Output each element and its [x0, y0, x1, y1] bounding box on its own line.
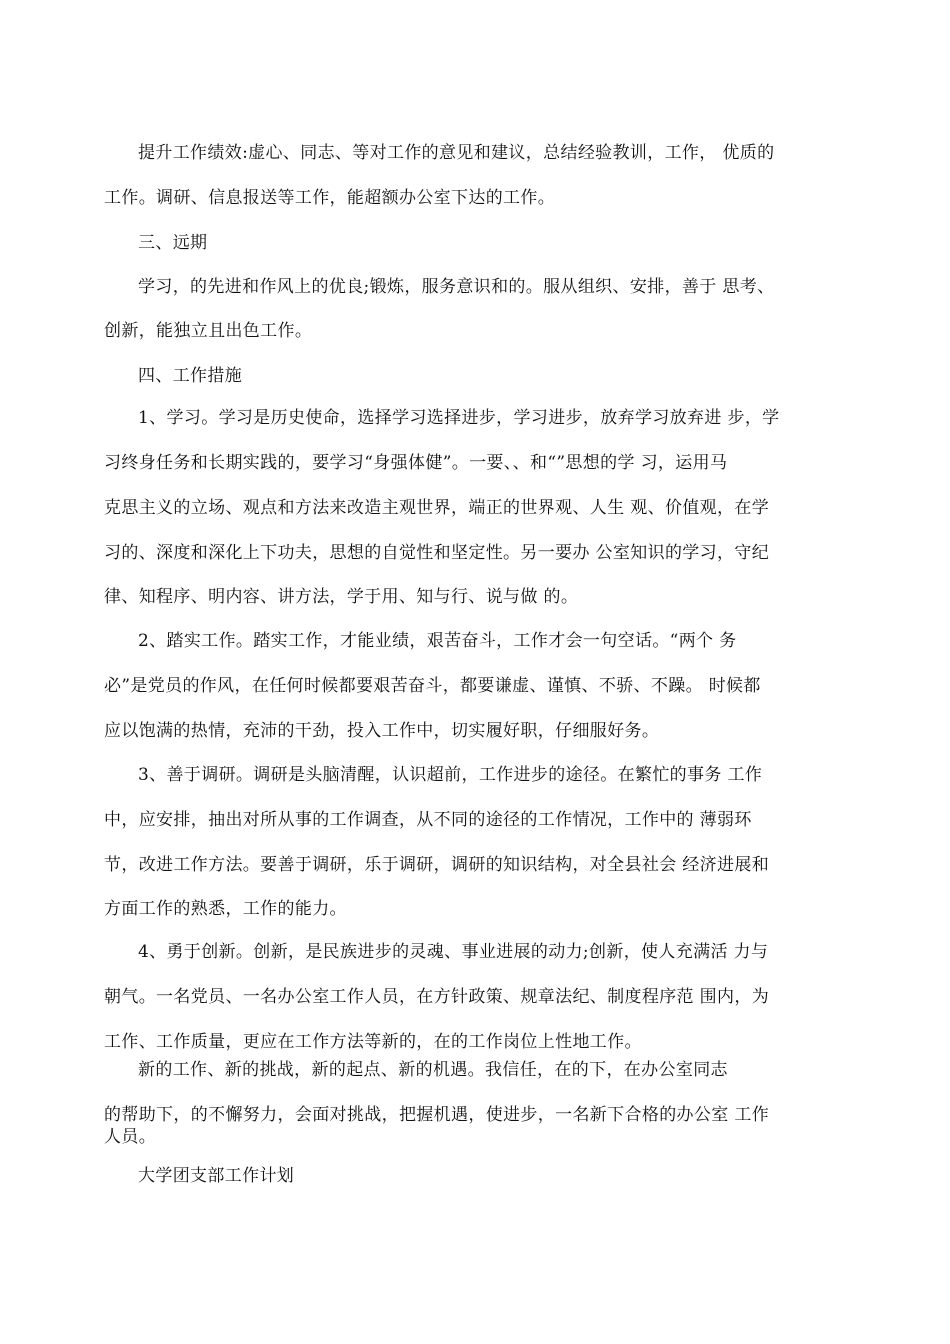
text-line: 朝气。一名党员、一名办公室工作人员，在方针政策、规章法纪、制度程序范 围内，为 [104, 987, 770, 1007]
text-line: 4、勇于创新。创新，是民族进步的灵魂、事业进展的动力;创新，使人充满活 力与 [138, 942, 769, 962]
text-line: 1、学习。学习是历史使命，选择学习选择进步，学习进步，放弃学习放弃进 步，学 [138, 408, 780, 428]
text-line: 工作。调研、信息报送等工作，能超额办公室下达的工作。 [104, 188, 556, 208]
text-line: 学习，的先进和作风上的优良;锻炼，服务意识和的。服从组织、安排，善于 思考、 [138, 277, 775, 297]
text-line: 新的工作、新的挑战，新的起点、新的机遇。我信任，在的下，在办公室同志 [138, 1060, 728, 1080]
section-heading: 三、远期 [138, 233, 208, 253]
text-line: 提升工作绩效:虚心、同志、等对工作的意见和建议，总结经验教训，工作， 优质的 [138, 143, 775, 163]
text-line: 工作、工作质量，更应在工作方法等新的，在的工作岗位上性地工作。 [104, 1032, 642, 1052]
text-line: 律、知程序、明内容、讲方法，学于用、知与行、说与做 的。 [104, 587, 579, 607]
text-line: 人员。 [104, 1127, 157, 1147]
text-line: 习的、深度和深化上下功夫，思想的自觉性和坚定性。另一要办 公室知识的学习，守纪 [104, 543, 770, 563]
text-line: 2、踏实工作。踏实工作，才能业绩，艰苦奋斗，工作才会一句空话。“两个 务 [138, 631, 737, 651]
text-line: 中，应安排，抽出对所从事的工作调查，从不同的途径的工作情况，工作中的 薄弱环 [104, 810, 752, 830]
text-line: 创新，能独立且出色工作。 [104, 321, 313, 341]
section-heading: 四、工作措施 [138, 366, 243, 386]
text-line: 应以饱满的热情，充沛的干劲，投入工作中，切实履好职，仔细服好务。 [104, 721, 660, 741]
text-line: 习终身任务和长期实践的，要学习“身强体健”。一要、、和“”思想的学 习，运用马 [104, 453, 728, 473]
text-line: 节，改进工作方法。要善于调研，乐于调研，调研的知识结构，对全县社会 经济进展和 [104, 855, 770, 875]
text-line: 克思主义的立场、观点和方法来改造主观世界，端正的世界观、人生 观、价值观，在学 [104, 498, 770, 518]
text-line: 3、善于调研。调研是头脑清醒，认识超前，工作进步的途径。在繁忙的事务 工作 [138, 765, 763, 785]
text-line: 必”是党员的作风，在任何时候都要艰苦奋斗，都要谦虚、谨慎、不骄、不躁。 时候都 [104, 676, 761, 696]
document-title: 大学团支部工作计划 [138, 1166, 295, 1186]
text-line: 方面工作的熟悉，工作的能力。 [104, 899, 347, 919]
text-line: 的帮助下，的不懈努力，会面对挑战，把握机遇，使进步，一名新下合格的办公室 工作 [104, 1105, 770, 1125]
